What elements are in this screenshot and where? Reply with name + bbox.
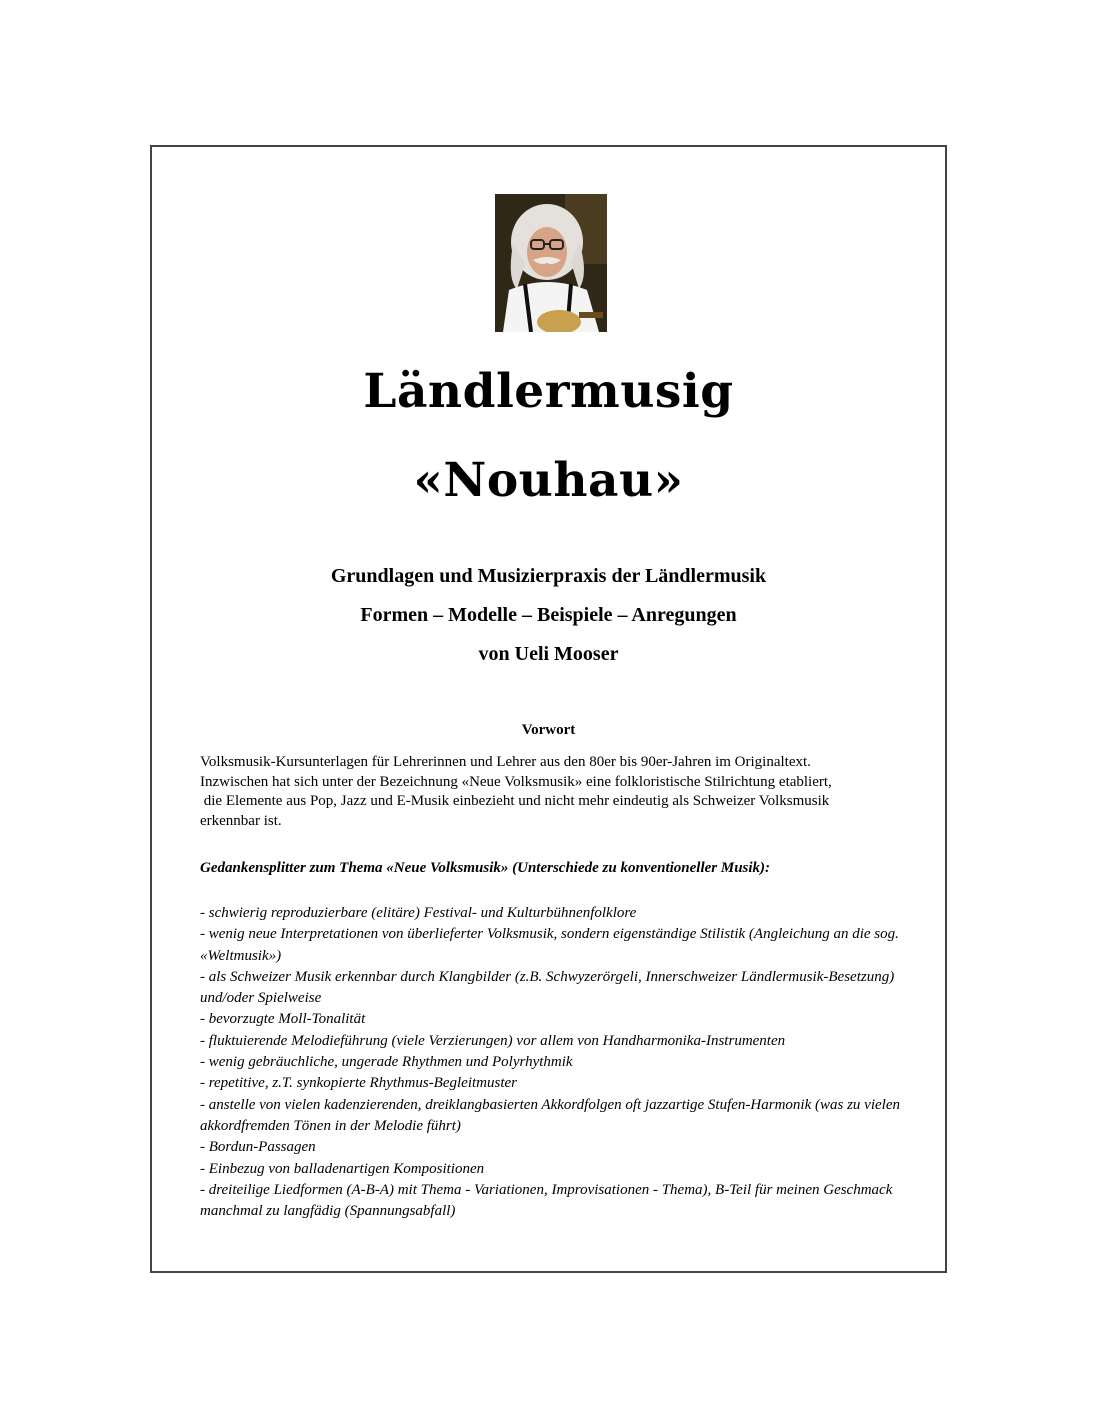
- author-photo: [495, 194, 607, 332]
- author-line: von Ueli Mooser: [478, 643, 619, 665]
- subtitle: Grundlagen und Musizierpraxis der Ländlermusik: [330, 565, 767, 587]
- list-item: - wenig neue Interpretationen von überlieferter Volksmusik, sondern eigenständige Stilistik (Angleichung an die sog. «Weltmusik»): [200, 926, 899, 964]
- list-item: - bevorzugte Moll-Tonalität: [200, 1011, 366, 1028]
- foreword-line: Volksmusik-Kursunterlagen für Lehrerinnen und Lehrer aus den 80er bis 90er-Jahren im Originaltext.: [200, 754, 811, 770]
- list-item: - fluktuierende Melodieführung (viele Verzierungen) vor allem von Handharmonika-Instrumenten: [200, 1032, 786, 1049]
- list-item: - schwierig reproduzierbare (elitäre) Festival- und Kulturbühnenfolklore: [200, 905, 637, 921]
- foreword-line: die Elemente aus Pop, Jazz und E-Musik einbezieht und nicht mehr eindeutig als Schweizer Volksmusik: [200, 793, 830, 809]
- topics-line: Formen – Modelle – Beispiele – Anregungen: [360, 604, 737, 626]
- thoughts-list: [200, 903, 910, 1222]
- foreword-text: [200, 753, 900, 831]
- foreword-line: erkennbar ist.: [200, 812, 282, 829]
- list-item: - als Schweizer Musik erkennbar durch Klangbilder (z.B. Schwyzerörgeli, Innerschweizer Ländlermusik-Besetzung) und/oder Spielweise: [200, 968, 895, 1007]
- list-item: - Bordun-Passagen: [200, 1139, 316, 1156]
- foreword-heading: Vorwort: [521, 722, 576, 738]
- list-item: - anstelle von vielen kadenzierenden, dreiklangbasierten Akkordfolgen oft jazzartige Stufen-Harmonik (was zu vielen akkordfremden Tönen in der Melodie führt): [200, 1096, 900, 1134]
- document-frame: [150, 145, 947, 1273]
- list-item: - repetitive, z.T. synkopierte Rhythmus-Begleitmuster: [200, 1075, 517, 1092]
- title-line-2: «Nouhau»: [413, 453, 684, 508]
- thoughts-heading: Gedankensplitter zum Thema «Neue Volksmusik» (Unterschiede zu konventioneller Musik):: [200, 860, 771, 876]
- list-item: - dreiteilige Liedformen (A-B-A) mit Thema - Variationen, Improvisationen - Thema), B-Teil für meinen Geschmack manchmal zu langfädig (Spannungsabfall): [200, 1181, 893, 1220]
- title-line-1: Ländlermusig: [363, 364, 734, 419]
- list-item: - wenig gebräuchliche, ungerade Rhythmen und Polyrhythmik: [200, 1054, 573, 1071]
- list-item: - Einbezug von balladenartigen Kompositionen: [200, 1160, 485, 1177]
- foreword-line: Inzwischen hat sich unter der Bezeichnung «Neue Volksmusik» eine folkloristische Stilrichtung etabliert,: [200, 773, 832, 790]
